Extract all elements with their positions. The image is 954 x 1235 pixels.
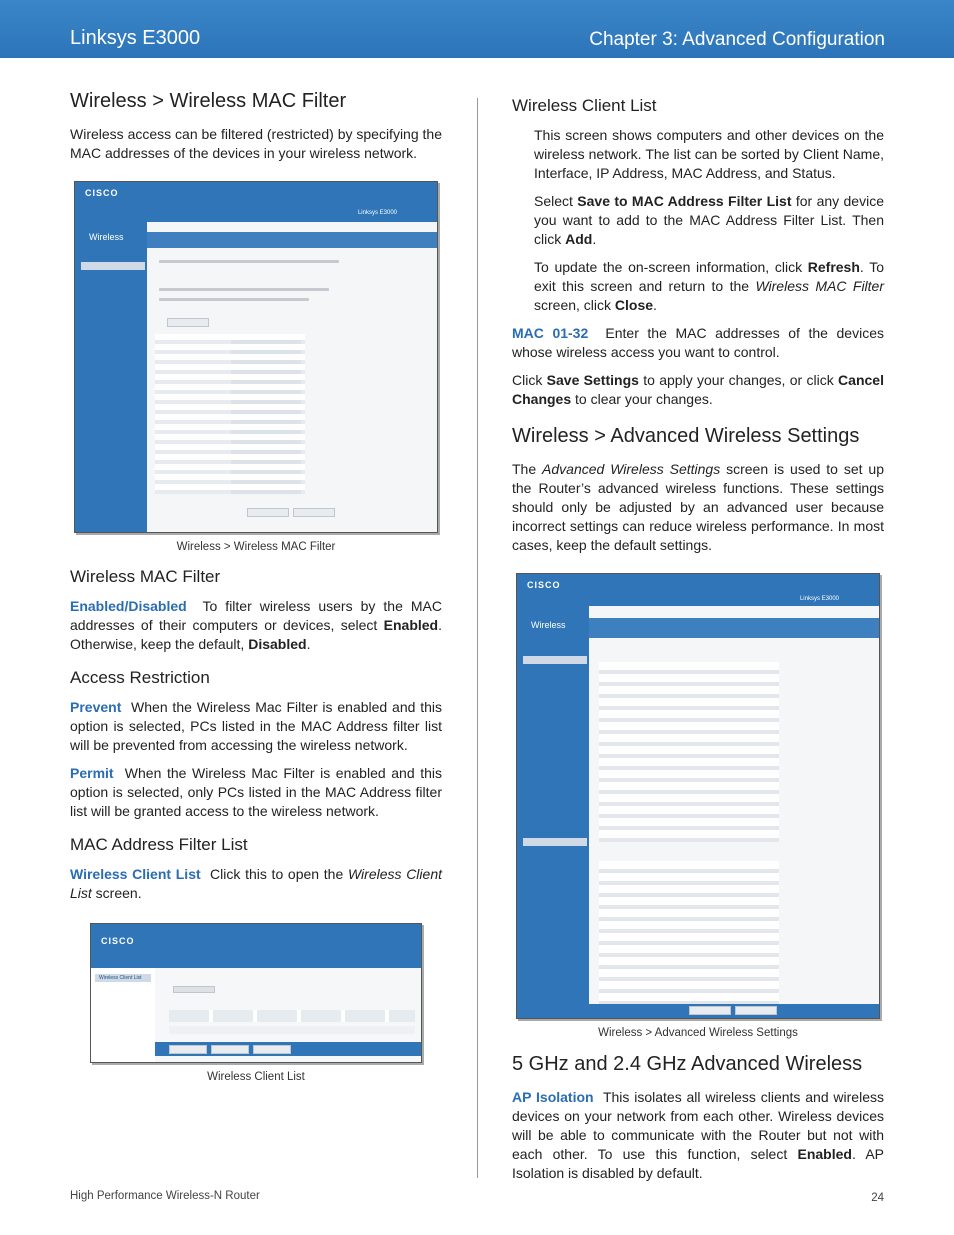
shot-wcl-tag: Wireless Client List <box>95 974 151 982</box>
prevent-paragraph: Prevent When the Wireless Mac Filter is enabled and this option is selected, PCs listed in the MAC Address filter list will be prevented from accessing the wireless network. <box>70 699 443 753</box>
save-paragraph: Click Save Settings to apply your changes, or click Cancel Changes to clear your changes. <box>512 372 884 407</box>
permit-paragraph: Permit When the Wireless Mac Filter is enabled and this option is selected, only PCs listed in the MAC Address filter list will be granted access to the wireless network. <box>70 765 442 819</box>
shot-wireless-label: Wireless <box>89 232 124 242</box>
shot-product-3: Linksys E3000 <box>799 596 839 602</box>
wcl-refresh-paragraph: To update the on-screen information, click Refresh. To exit this screen and return to the Wireless MAC Filter screen, click Close. <box>534 259 885 313</box>
section-title-advanced: Wireless > Advanced Wireless Settings <box>512 425 860 447</box>
term-enabled-disabled: Enabled/Disabled <box>70 598 187 614</box>
enabled-paragraph: Enabled/Disabled To filter wireless users by the MAC addresses of their computers or devices, select Enabled. Otherwise, keep the default, Disabled. <box>70 598 443 652</box>
figure-caption-mac-filter: Wireless > Wireless MAC Filter <box>176 541 336 553</box>
column-divider <box>477 98 478 1178</box>
term-permit: Permit <box>70 765 114 781</box>
mac-paragraph: MAC 01-32 Enter the MAC addresses of the devices whose wireless access you want to control. <box>512 325 884 360</box>
wcl-desc-paragraph: This screen shows computers and other devices on the wireless network. The list can be sorted by Client Name, Interface, IP Address, MAC Address, and Status. <box>534 127 884 181</box>
term-wireless-client-list: Wireless Client List <box>70 866 201 882</box>
mac-filter-screenshot <box>74 181 438 533</box>
advanced-paragraph: The Advanced Wireless Settings screen is used to set up the Router’s advanced wireless functions. These settings should only be adjusted by an advanced user because incorrect settings can reduce wireless performance. In most cases, keep the default settings. <box>512 461 884 553</box>
cisco-logo-2: CISCO <box>101 936 135 946</box>
intro-paragraph: Wireless access can be filtered (restricted) by specifying the MAC addresses of the devices in your wireless network. <box>70 126 442 161</box>
header-product: Linksys E3000 <box>70 27 201 49</box>
shot-product: Linksys E3000 <box>357 210 397 216</box>
advanced-wireless-screenshot <box>516 573 880 1019</box>
right-column <box>512 90 884 1192</box>
cisco-logo-3: CISCO <box>527 580 561 590</box>
shot-wireless-label-3: Wireless <box>531 620 566 630</box>
wireless-client-list-screenshot <box>90 923 422 1063</box>
figure-caption-wcl: Wireless Client List <box>207 1071 305 1083</box>
term-ap-isolation: AP Isolation <box>512 1089 594 1105</box>
subheading-wcl: Wireless Client List <box>512 96 657 115</box>
section-title-mac-filter: Wireless > Wireless MAC Filter <box>70 90 347 112</box>
wcl-paragraph: Wireless Client List Click this to open the Wireless Client List screen. <box>70 866 442 901</box>
section-title-ghz: 5 GHz and 2.4 GHz Advanced Wireless <box>512 1053 863 1075</box>
ap-isolation-paragraph: AP Isolation This isolates all wireless clients and wireless devices on your network from each other. Wireless devices will be able to communicate with the Router but not with each other. To use this function, select Enabled. AP Isolation is disabled by default. <box>512 1089 884 1181</box>
left-column <box>70 90 442 1097</box>
figure-caption-advanced: Wireless > Advanced Wireless Settings <box>598 1027 798 1039</box>
page-number: 24 <box>871 1192 884 1204</box>
header-chapter: Chapter 3: Advanced Configuration <box>589 29 885 50</box>
cisco-logo: CISCO <box>85 188 119 198</box>
term-prevent: Prevent <box>70 699 122 715</box>
subheading-mac-list: MAC Address Filter List <box>70 835 248 854</box>
wcl-select-paragraph: Select Save to MAC Address Filter List for any device you want to add to the MAC Address Filter List. Then click Add. <box>534 193 884 247</box>
page-header <box>0 0 954 58</box>
subheading-access-restriction: Access Restriction <box>70 668 210 687</box>
term-mac-01-32: MAC 01-32 <box>512 325 589 341</box>
subheading-mac-filter: Wireless MAC Filter <box>70 567 221 586</box>
footer-left: High Performance Wireless-N Router <box>70 1190 260 1202</box>
